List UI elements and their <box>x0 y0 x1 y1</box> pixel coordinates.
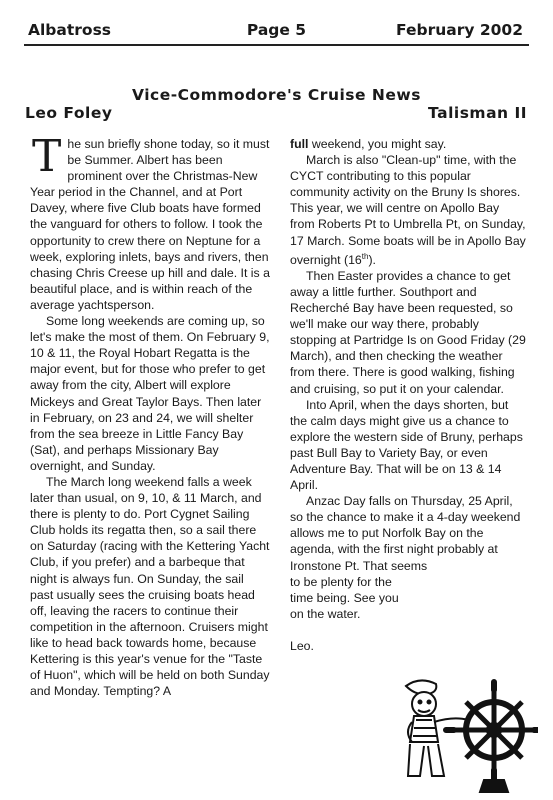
page-number: Page 5 <box>246 21 307 39</box>
paragraph-6: Into April, when the days shorten, but the calm days might give us a chance to explore the western side of Bruny, perhaps past Bull Bay to Variety Bay, or even Adventure Bay. That will be on 13 & 14 April. <box>290 397 523 493</box>
signature: Leo. <box>290 638 314 653</box>
article-column-left <box>30 131 270 699</box>
drop-cap: T <box>32 131 62 182</box>
paragraph-1: The sun briefly shone today, so it must be Summer. Albert has been prominent over the Christmas-New Year period in the Channel, and at Port Davey, where five Club boats have formed the vanguard for others to follow. I took the opportunity to crew there on Neptune for a week, exploring inlets, bays and rivers, then chasing Chris Creese up hill and dale. It is a beautiful place, and is within reach of the average yachtsperson. <box>30 131 270 312</box>
article-column-right <box>290 136 526 654</box>
issue-date: February 2002 <box>396 21 523 39</box>
paragraph-7-continued: to be plenty for the time being. See you on the water. <box>290 574 399 621</box>
article-author: Leo Foley <box>25 104 113 122</box>
paragraph-7: Anzac Day falls on Thursday, 25 April, so the chance to make it a 4-day weekend allows me to put Norfolk Bay on the agenda, with the first night probably at Ironstone Pt. That seems <box>290 494 521 573</box>
paragraph-5: Then Easter provides a chance to get away a little further. Southport and Recherché Bay have been requested, so we'll make our way there, probably stopping at Partridge Is on Good Friday (29 March), and then checking the weather from there. There is good walking, fishing and cruising, so put it on your calendar. <box>290 268 526 396</box>
paragraph-3: The March long weekend falls a week later than usual, on 9, 10, & 11 March, and there is plenty to do. Port Cygnet Sailing Club holds its regatta then, so a sail there on Saturday (racing with the Kettering Yacht Club, if you prefer) and a barbeque that night is always fun. On Sunday, the sail past usually sees the cruising boats head off, leaving the racers to continue their competition in the afternoon. Cruisers might like to head back towards home, because Kettering is this year's venue for the "Taste of Huon", which will be held on both Sunday and Monday. Tempting? A <box>30 474 270 699</box>
page-header <box>0 0 553 46</box>
newsletter-name: Albatross <box>28 21 112 39</box>
paragraph-3-continued: full weekend, you might say. <box>290 137 447 151</box>
header-rule <box>24 44 529 46</box>
article-title: Vice-Commodore's Cruise News <box>132 86 421 104</box>
paragraph-2: Some long weekends are coming up, so let's make the most of them. On February 9, 10 & 11, the Royal Hobart Regatta is the major event, but for those who prefer to get away from the city, Albert will explore Mickeys and Great Taylor Bays. Then later in February, on 23 and 24, we will shelter from the sea breeze in Little Fancy Bay (Sat), and perhaps Missionary Bay overnight, and Sunday. <box>30 314 270 473</box>
sailor-at-ships-wheel-illustration <box>398 672 538 794</box>
paragraph-4: March is also "Clean-up" time, with the CYCT contributing to this popular community activity on the Bruny Is shores. This year, we will centre on Apollo Bay from Roberts Pt to Umbrella Pt, on Sunday, 17 March. Some boats will be in Apollo Bay overnight (16th). <box>290 153 526 267</box>
author-boat-name: Talisman II <box>428 104 527 122</box>
